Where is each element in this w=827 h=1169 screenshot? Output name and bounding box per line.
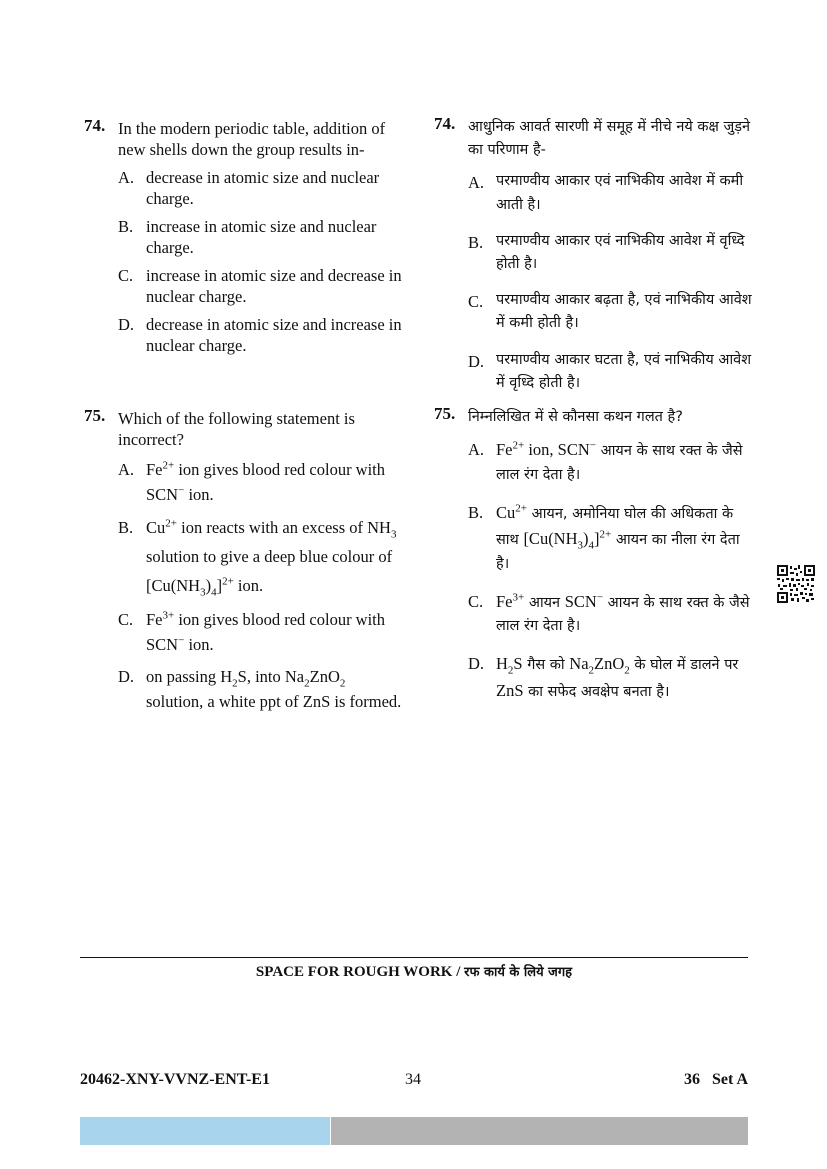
question-74-hi — [434, 116, 752, 395]
option-a: A. decrease in atomic size and nuclear charge. — [118, 167, 380, 209]
option-d: D. $H_2S$ गैस को $Na_2ZnO_2$ के घोल में डालने पर ZnS का सफेद अवक्षेप बनता है। — [468, 654, 739, 700]
question-number: 75. — [84, 406, 106, 425]
option-d: D. decrease in atomic size and increase in nuclear charge. — [118, 314, 402, 355]
page-footer — [80, 1070, 748, 1092]
option-b: B. $Cu^{2+}$ आयन, अमोनिया घोल की अधिकता के साथ $[Cu(NH_3)_4]^{2+}$ आयन का नीला रंग देता है। — [468, 502, 740, 572]
question-number: 75. — [434, 404, 456, 423]
question-text: आधुनिक आवर्त सारणी में समूह में नीचे नये कक्ष जुड़ने का परिणाम है- — [468, 119, 751, 159]
question-text: Which of the following statement is incorrect? — [118, 409, 355, 450]
option-c: C. $Fe^{3+}$ ion gives blood red colour with SCN− ion. — [118, 609, 386, 655]
question-number: 74. — [434, 114, 456, 133]
option-a: A. $Fe^{2+}$ ion, SCN− आयन के साथ रक्त के जैसे लाल रंग देता है। — [468, 439, 743, 483]
option-c: C. परमाण्वीय आकार बढ़ता है, एवं नाभिकीय आवेश में कमी होती है। — [468, 292, 752, 332]
option-c: C. $Fe^{3+}$ आयन SCN− आयन के साथ रक्त के जैसे लाल रंग देता है। — [468, 591, 750, 635]
question-number: 74. — [84, 116, 106, 135]
question-75-hi — [434, 406, 752, 704]
page-number: 34 — [405, 1071, 421, 1088]
paper-code: 20462-XNY-VVNZ-ENT-E1 — [80, 1071, 270, 1088]
option-b: B. $Cu^{2+}$ ion reacts with an excess of $NH_3$ solution to give a deep blue colour of $[Cu(NH_3)_4]^{2+}$ ion. — [118, 517, 397, 599]
option-b: B. परमाण्वीय आकार एवं नाभिकीय आवेश में वृध्दि होती है। — [468, 232, 745, 272]
set-label: 36 Set A — [684, 1071, 748, 1088]
footer-bar-gray — [331, 1117, 748, 1145]
divider-line — [80, 957, 748, 958]
hindi-column-q75 — [434, 406, 752, 717]
question-text: In the modern periodic table, addition of new shells down the group results in- — [118, 119, 386, 160]
question-74-en — [84, 118, 402, 356]
hindi-column — [434, 116, 752, 408]
option-b: B. increase in atomic size and nuclear charge. — [118, 216, 377, 258]
option-d: D. परमाण्वीय आकार घटता है, एवं नाभिकीय आवेश में वृध्दि होती है। — [468, 351, 752, 391]
option-a: A. $Fe^{2+}$ ion gives blood red colour with SCN− ion. — [118, 459, 386, 505]
question-text: निम्नलिखित में से कौनसा कथन गलत है? — [468, 409, 683, 425]
rough-work-heading: SPACE FOR ROUGH WORK / रफ कार्य के लिये जगह — [255, 964, 573, 980]
footer-bar-blue — [80, 1117, 330, 1145]
option-a: A. परमाण्वीय आकार एवं नाभिकीय आवेश में कमी आती है। — [468, 173, 744, 213]
english-column — [84, 118, 402, 362]
option-d: D. on passing $H_2S$, into $Na_2ZnO_2$ solution, a white ppt of ZnS is formed. — [118, 666, 402, 712]
qr-code-icon — [777, 565, 815, 603]
question-75-en — [84, 408, 402, 715]
english-column-q75 — [84, 408, 402, 721]
option-c: C. increase in atomic size and decrease in nuclear charge. — [118, 265, 402, 307]
